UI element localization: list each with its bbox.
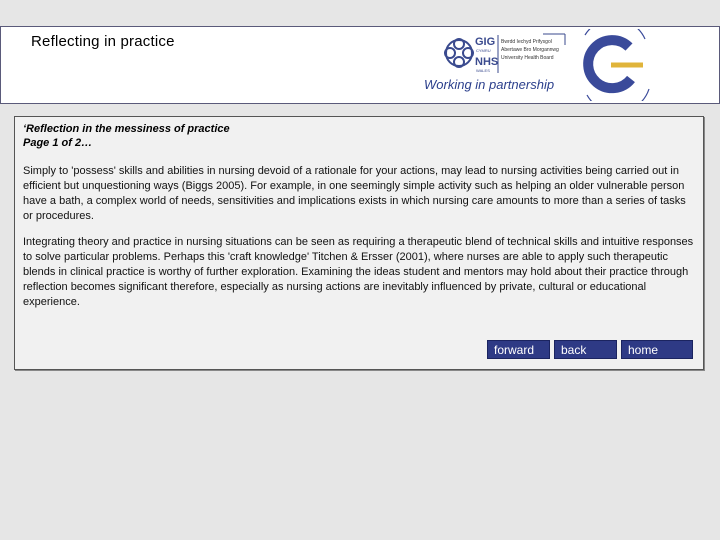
- body-paragraph-2: Integrating theory and practice in nursing situations can be seen as requiring a therapeutic blend of technical skills and intuitive responses to solve particular problems. Perhaps this 'craft knowledge' Titchen & Ersser (2001), where nurses are able to apply such therapeutic blends in clinical practice is worthy of further exploration. Examining the ideas student and mentors may hold about their practice through reflection becomes significant therefore, especially as nursing actions are inevitably influenced by private, cultural or educational experience.: [23, 236, 694, 308]
- nhs-wales-logo: [443, 33, 567, 79]
- university-logo: [571, 29, 661, 101]
- celtic-knot-icon: [445, 39, 473, 67]
- nhs-line-2: CYMRU: [476, 48, 491, 53]
- heading-line-1: ‘Reflection in the messiness of practice: [23, 123, 230, 135]
- board-line-2: Abertawe Bro Morgannwg: [501, 47, 559, 53]
- nhs-line-3: NHS: [475, 56, 499, 68]
- board-line-3: University Health Board: [501, 55, 554, 61]
- page-indicator: Page 1 of 2…: [23, 137, 93, 149]
- board-line-1: Bwrdd Iechyd Prifysgol: [501, 39, 552, 45]
- header-banner: [0, 26, 720, 104]
- nhs-line-4: WALES: [476, 68, 490, 73]
- home-button[interactable]: home: [621, 340, 693, 359]
- page-title: Reflecting in practice: [31, 33, 175, 50]
- body-paragraph-1: Simply to 'possess' skills and abilities in nursing devoid of a rationale for your actions, may lead to nursing activities being carried out in efficient but unquestioning ways (Biggs 2005). For example, in one seemingly simple activity such as helping an older vulnerable person have a bath, a complex world of needs, sensitivities and implications exists in which nursing care amounts to more than a series of tasks or procedures.: [23, 165, 686, 222]
- nhs-line-1: GIG: [475, 36, 496, 48]
- content-panel: [14, 116, 704, 370]
- back-button[interactable]: back: [554, 340, 617, 359]
- content-heading: [23, 122, 230, 150]
- partnership-tagline: Working in partnership: [424, 77, 555, 92]
- forward-button[interactable]: forward: [487, 340, 550, 359]
